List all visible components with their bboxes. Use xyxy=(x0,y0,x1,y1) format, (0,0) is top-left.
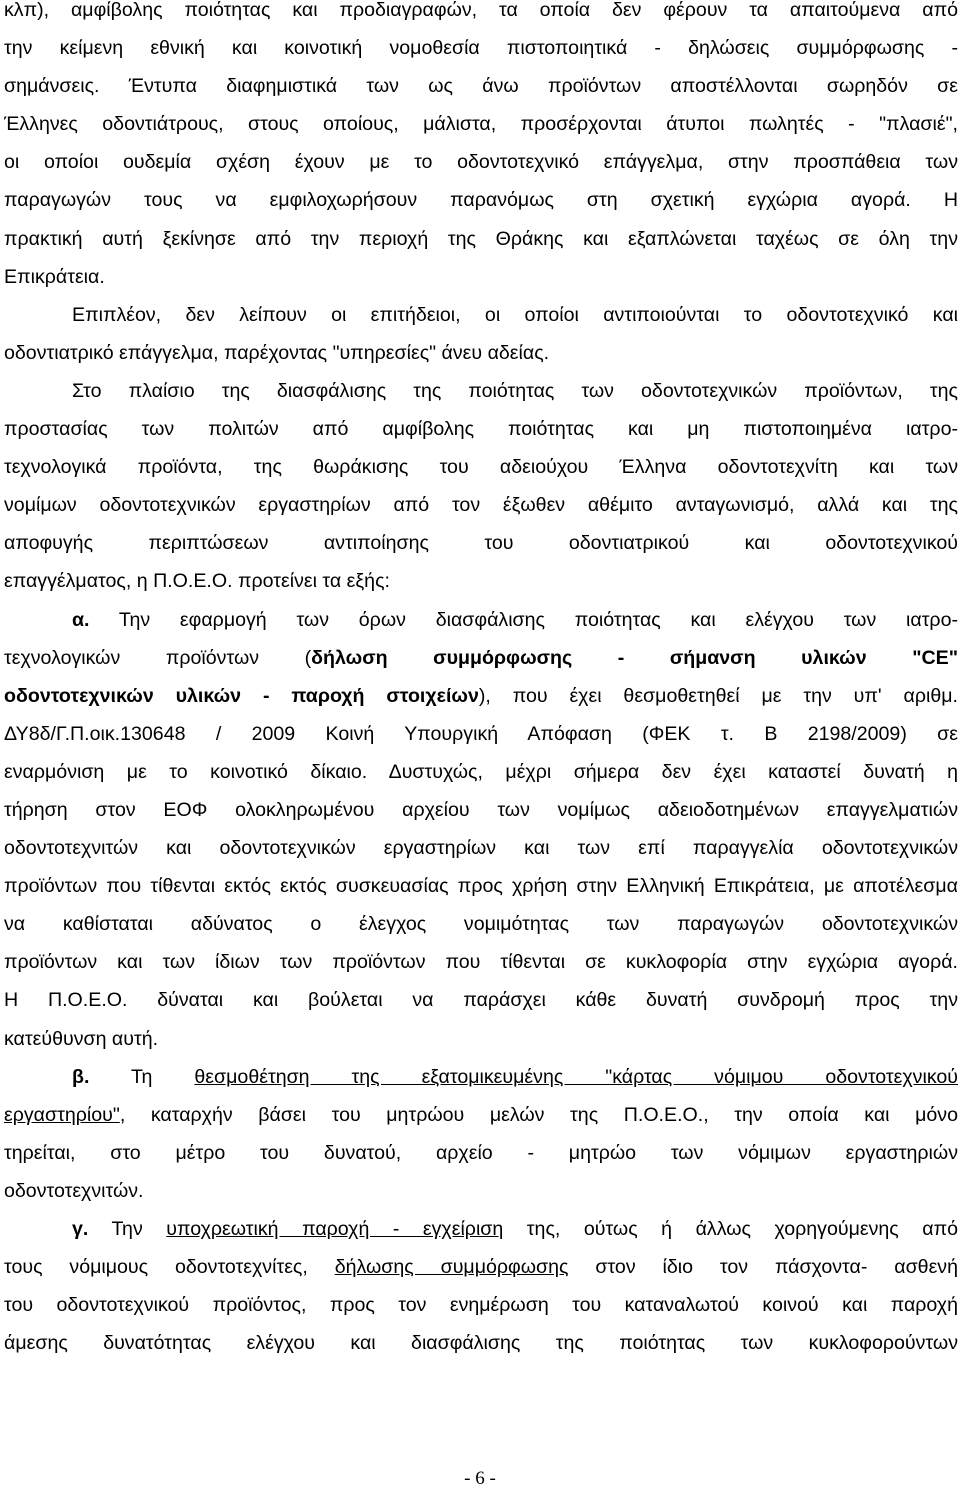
text-run: τους νόμιμους οδοντοτεχνίτες, xyxy=(4,1256,335,1279)
text-line: προϊόντων που τίθενται εκτός εκτός συσκευασίας προς χρήση στην Ελληνική Επικράτεια, με αποτέλεσμα xyxy=(4,875,958,898)
list-marker: β. xyxy=(72,1065,90,1088)
item-b xyxy=(4,1058,958,1210)
text-line: οι οποίοι ουδεμία σχέση έχουν με το οδοντοτεχνικό επάγγελμα, στην προσπάθεια των xyxy=(4,151,958,174)
text-run: , καταρχήν βάσει του μητρώου μελών της Π.Ο.Ε.Ο., την οποία και μόνο xyxy=(119,1103,958,1126)
bold-text: οδοντοτεχνικών υλικών - παροχή στοιχείων xyxy=(4,684,479,707)
text-line: τεχνολογικά προϊόντα, της θωράκισης του αδειούχου Έλληνα οδοντοτεχνίτη και των xyxy=(4,456,958,479)
text-line: αποφυγής περιπτώσεων αντιποίησης του οδοντιατρικού και οδοντοτεχνικού xyxy=(4,532,958,555)
text-line: οδοντοτεχνιτών και οδοντοτεχνικών εργαστηρίων και των επί παραγγελία οδοντοτεχνικών xyxy=(4,837,958,860)
underlined-text: θεσμοθέτηση της εξατομικευμένης "κάρτας νόμιμου οδοντοτεχνικού xyxy=(194,1065,959,1088)
text-run: στον ίδιο τον πάσχοντα- ασθενή xyxy=(568,1256,958,1279)
text-line: του οδοντοτεχνικού προϊόντος, προς τον ενημέρωση του καταναλωτού κοινού και παροχή xyxy=(4,1294,958,1317)
text-line: οδοντιατρικό επάγγελμα, παρέχοντας "υπηρεσίες" άνευ αδείας. xyxy=(4,341,550,364)
list-marker: α. xyxy=(72,608,90,631)
text-line xyxy=(4,601,958,639)
text-line: τήρηση στον ΕΟΦ ολοκληρωμένου αρχείου των νομίμως αδειοδοτημένων επαγγελματιών xyxy=(4,798,958,821)
text-run: Την xyxy=(111,1218,167,1240)
text-line xyxy=(4,1210,958,1248)
text-line: εναρμόνιση με το κοινοτικό δίκαιο. Δυστυχώς, μέχρι σήμερα δεν έχει καταστεί δυνατή η xyxy=(4,760,958,783)
text-run: της, ούτως ή άλλως χορηγούμενης από xyxy=(503,1218,959,1240)
text-line: ΔΥ8δ/Γ.Π.οικ.130648 / 2009 Κοινή Υπουργική Απόφαση (ΦΕΚ τ. Β 2198/2009) σε xyxy=(4,722,958,745)
text-line: την κείμενη εθνική και κοινοτική νομοθεσία πιστοποιητικά - δηλώσεις συμμόρφωσης - xyxy=(4,37,958,60)
text-run: Τη xyxy=(131,1065,195,1088)
text-line xyxy=(4,639,958,677)
text-line: Η Π.Ο.Ε.Ο. δύναται και βούλεται να παράσχει κάθε δυνατή συνδρομή προς την xyxy=(4,989,958,1012)
text-line: νομίμων οδοντοτεχνικών εργαστηρίων από τον έξωθεν αθέμιτο ανταγωνισμό, αλλά και της xyxy=(4,494,958,517)
text-line: Στο πλαίσιο της διασφάλισης της ποιότητας των οδοντοτεχνικών προϊόντων, της xyxy=(72,379,958,402)
text-line: να καθίσταται αδύνατος ο έλεγχος νομιμότητας των παραγωγών οδοντοτεχνικών xyxy=(4,913,958,936)
text-line: πρακτική αυτή ξεκίνησε από την περιοχή της Θράκης και εξαπλώνεται ταχέως σε όλη την xyxy=(4,227,958,250)
text-line: επαγγέλματος, η Π.Ο.Ε.Ο. προτείνει τα εξής: xyxy=(4,570,390,593)
text-line: Επικράτεια. xyxy=(4,265,105,288)
text-line: κατεύθυνση αυτή. xyxy=(4,1027,159,1050)
text-line: προϊόντων και των ίδιων των προϊόντων που τίθενται σε κυκλοφορία στην εγχώρια αγορά. xyxy=(4,951,958,974)
bold-text: δήλωση συμμόρφωσης - σήμανση υλικών "CE" xyxy=(311,646,959,669)
text-line: άμεσης δυνατότητας ελέγχου και διασφάλισης της ποιότητας των κυκλοφορούντων xyxy=(4,1332,958,1355)
paragraph xyxy=(4,0,958,296)
text-line xyxy=(4,1248,958,1286)
paragraph xyxy=(4,372,958,601)
text-run: ), που έχει θεσμοθετηθεί με την υπ' αριθμ. xyxy=(478,684,958,707)
text-line: προστασίας των πολιτών από αμφίβολης ποιότητας και μη πιστοποιημένα ιατρο- xyxy=(4,418,958,441)
text-line: οδοντοτεχνιτών. xyxy=(4,1179,144,1202)
underlined-text: υποχρεωτική παροχή - εγχείριση xyxy=(166,1218,504,1240)
paragraph xyxy=(4,296,958,372)
text-run: Την εφαρμογή των όρων διασφάλισης ποιότητας και ελέγχου των ιατρο- xyxy=(118,608,958,631)
text-line: τηρείται, στο μέτρο του δυνατού, αρχείο - μητρώο των νόμιμων εργαστηριών xyxy=(4,1141,958,1164)
document-body xyxy=(4,0,958,1362)
text-line: Επιπλέον, δεν λείπουν οι επιτήδειοι, οι οποίοι αντιποιούνται το οδοντοτεχνικό και xyxy=(72,303,958,326)
text-line xyxy=(4,1058,958,1096)
underlined-text: εργαστηρίου" xyxy=(4,1103,120,1126)
text-line: σημάνσεις. Έντυπα διαφημιστικά των ως άνω προϊόντων αποστέλλονται σωρηδόν σε xyxy=(4,75,958,98)
item-c xyxy=(4,1210,958,1362)
text-run: τεχνολογικών προϊόντων ( xyxy=(4,646,312,669)
underlined-text: δήλωσης συμμόρφωσης xyxy=(334,1256,569,1279)
item-a xyxy=(4,601,958,1058)
text-line xyxy=(4,677,958,715)
text-line: κλπ), αμφίβολης ποιότητας και προδιαγραφών, τα οποία δεν φέρουν τα απαιτούμενα από xyxy=(4,0,958,21)
document-page xyxy=(4,0,958,1362)
list-marker: γ. xyxy=(72,1218,89,1240)
text-line: Έλληνες οδοντιάτρους, στους οποίους, μάλιστα, προσέρχονται άτυποι πωλητές - "πλασιέ", xyxy=(4,113,958,136)
text-line: παραγωγών τους να εμφιλοχωρήσουν παρανόμως στη σχετική εγχώρια αγορά. Η xyxy=(4,189,958,212)
page-number: - 6 - xyxy=(464,1468,496,1489)
text-line xyxy=(4,1096,958,1134)
